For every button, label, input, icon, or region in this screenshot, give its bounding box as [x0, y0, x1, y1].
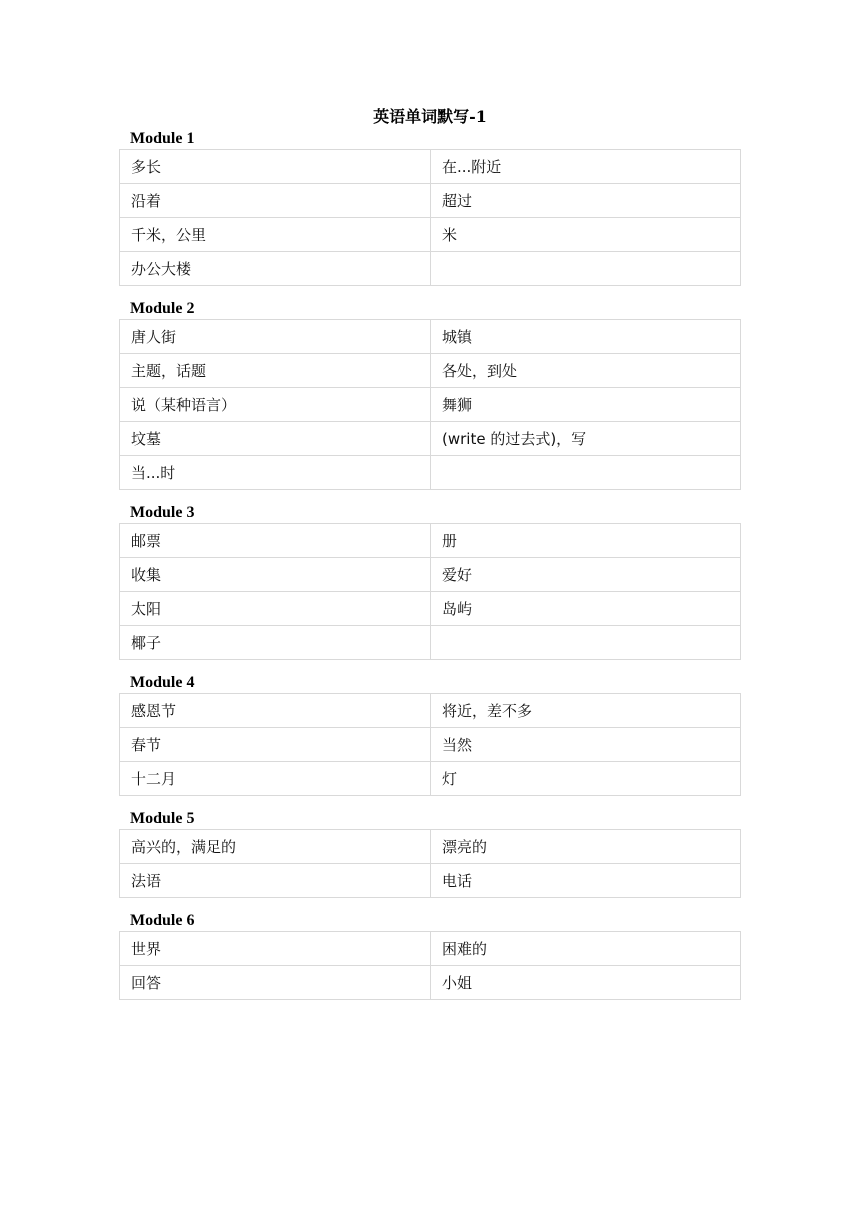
table-row	[120, 830, 741, 864]
table-row	[120, 150, 741, 184]
vocabulary-table	[119, 931, 741, 1000]
table-row	[120, 354, 741, 388]
module-section	[119, 298, 741, 490]
module-heading: Module 1	[130, 130, 195, 147]
word-cell-right: 各处，到处	[431, 354, 741, 388]
word-cell-right: 舞狮	[431, 388, 741, 422]
word-cell-left: 坟墓	[120, 422, 431, 456]
table-row	[120, 218, 741, 252]
module-heading: Module 4	[130, 674, 195, 691]
module-heading: Module 6	[130, 912, 195, 929]
word-cell-right: 困难的	[431, 932, 741, 966]
word-cell-right: 将近，差不多	[431, 694, 741, 728]
word-cell-left: 多长	[120, 150, 431, 184]
word-cell-right: 小姐	[431, 966, 741, 1000]
vocabulary-table	[119, 319, 741, 490]
table-row	[120, 524, 741, 558]
vocabulary-table	[119, 149, 741, 286]
word-cell-left: 沿着	[120, 184, 431, 218]
table-row	[120, 422, 741, 456]
table-row	[120, 932, 741, 966]
word-cell-right: 岛屿	[431, 592, 741, 626]
word-cell-left: 唐人街	[120, 320, 431, 354]
word-cell-right: (write 的过去式)，写	[431, 422, 741, 456]
word-cell-right	[431, 626, 741, 660]
word-cell-left: 收集	[120, 558, 431, 592]
word-cell-left: 法语	[120, 864, 431, 898]
table-row	[120, 728, 741, 762]
table-row	[120, 864, 741, 898]
word-cell-left: 主题，话题	[120, 354, 431, 388]
word-cell-left: 椰子	[120, 626, 431, 660]
word-cell-left: 春节	[120, 728, 431, 762]
word-cell-left: 回答	[120, 966, 431, 1000]
word-cell-right: 灯	[431, 762, 741, 796]
word-cell-left: 高兴的，满足的	[120, 830, 431, 864]
word-cell-right: 漂亮的	[431, 830, 741, 864]
module-list	[119, 128, 741, 1012]
word-cell-right: 超过	[431, 184, 741, 218]
module-section	[119, 808, 741, 898]
table-row	[120, 388, 741, 422]
vocabulary-table	[119, 523, 741, 660]
word-cell-left: 邮票	[120, 524, 431, 558]
word-cell-left: 太阳	[120, 592, 431, 626]
table-row	[120, 320, 741, 354]
table-row	[120, 762, 741, 796]
page-title: 英语单词默写-1	[373, 107, 487, 126]
word-cell-right: 电话	[431, 864, 741, 898]
table-row	[120, 558, 741, 592]
word-cell-right: 当然	[431, 728, 741, 762]
word-cell-right: 米	[431, 218, 741, 252]
word-cell-right: 册	[431, 524, 741, 558]
table-row	[120, 694, 741, 728]
module-heading: Module 3	[130, 504, 195, 521]
module-section	[119, 128, 741, 286]
table-row	[120, 592, 741, 626]
module-section	[119, 672, 741, 796]
vocabulary-table	[119, 829, 741, 898]
word-cell-left: 世界	[120, 932, 431, 966]
table-row	[120, 252, 741, 286]
word-cell-left: 说（某种语言）	[120, 388, 431, 422]
word-cell-right	[431, 252, 741, 286]
word-cell-right	[431, 456, 741, 490]
word-cell-left: 千米，公里	[120, 218, 431, 252]
vocabulary-table	[119, 693, 741, 796]
module-heading: Module 2	[130, 300, 195, 317]
table-row	[120, 184, 741, 218]
table-row	[120, 626, 741, 660]
word-cell-left: 十二月	[120, 762, 431, 796]
module-heading: Module 5	[130, 810, 195, 827]
module-section	[119, 910, 741, 1000]
table-row	[120, 456, 741, 490]
table-row	[120, 966, 741, 1000]
word-cell-right: 城镇	[431, 320, 741, 354]
module-section	[119, 502, 741, 660]
word-cell-right: 在...附近	[431, 150, 741, 184]
word-cell-left: 感恩节	[120, 694, 431, 728]
word-cell-right: 爱好	[431, 558, 741, 592]
word-cell-left: 办公大楼	[120, 252, 431, 286]
word-cell-left: 当...时	[120, 456, 431, 490]
